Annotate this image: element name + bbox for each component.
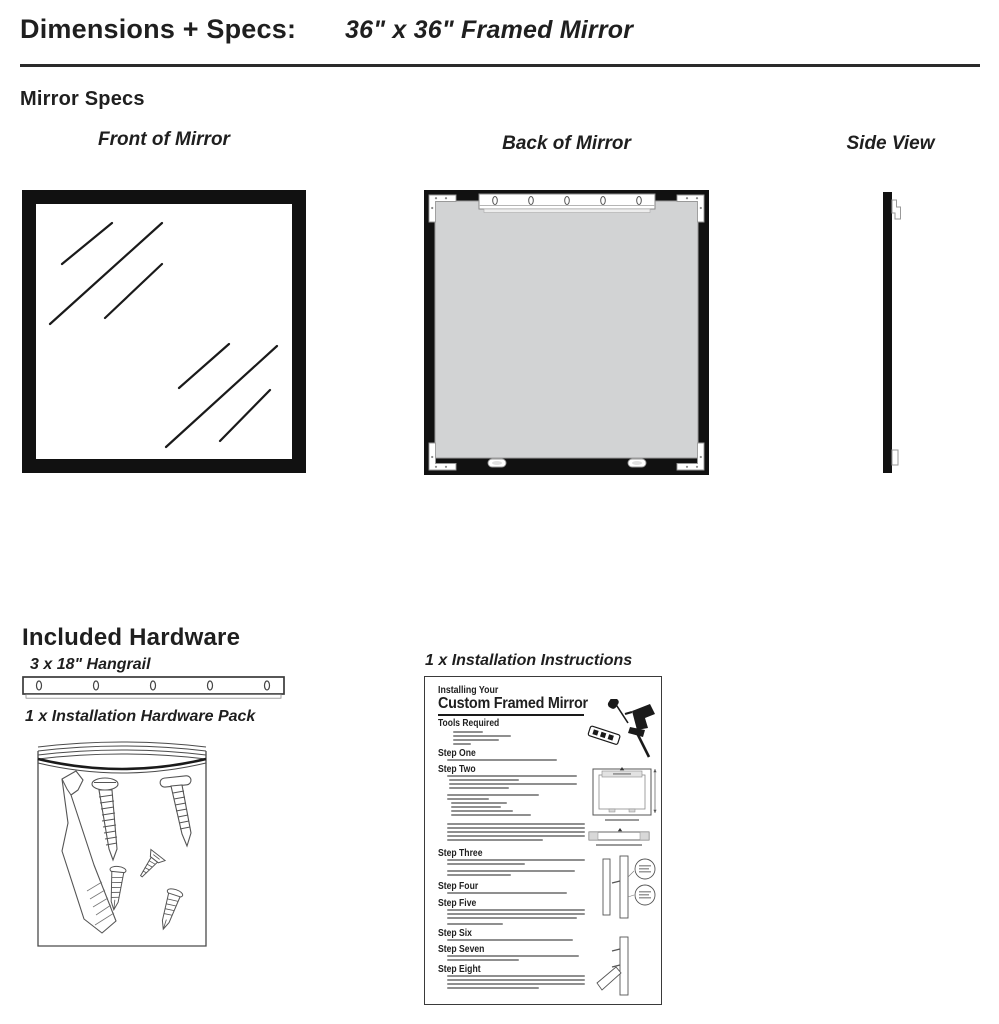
page-title: Dimensions + Specs: [20, 14, 297, 44]
tools-illustration [588, 699, 655, 757]
instructions-item-label: 1 x Installation Instructions [425, 652, 633, 669]
step-text-line [447, 955, 579, 957]
bumper-profile [892, 450, 898, 465]
step-two-heading: Step Two [438, 763, 476, 775]
step-text-line [447, 759, 557, 761]
step-text-line [447, 863, 525, 865]
step-text-line [447, 987, 539, 989]
step-text-line [447, 979, 585, 981]
drill-icon [632, 704, 655, 730]
step-text-line [447, 870, 575, 872]
step-text-line [447, 892, 567, 894]
level-icon [588, 726, 621, 745]
step-text-line [447, 794, 539, 796]
sheet-title-rule [438, 714, 584, 716]
step-text-line [447, 798, 489, 800]
cleat-profile [892, 200, 901, 219]
step-text-line [447, 835, 585, 837]
back-of-mirror-diagram [424, 190, 709, 475]
sheet-title-line1: Installing Your [438, 685, 499, 696]
side-view-diagram [876, 188, 906, 478]
side-view-label: Side View [846, 133, 935, 154]
step-text-line [447, 913, 585, 915]
instruction-sheet [424, 676, 662, 1005]
step-five-heading: Step Five [438, 897, 477, 909]
step-text-line [447, 859, 585, 861]
step-text-line [447, 831, 585, 833]
sheet-title-line2: Custom Framed Mirror [438, 695, 588, 712]
back-of-mirror-label: Back of Mirror [502, 133, 631, 154]
hangrail-diagram [22, 676, 286, 701]
step-eight-heading: Step Eight [438, 963, 481, 975]
tools-line [453, 735, 511, 737]
step-text-line [447, 823, 585, 825]
step-text-line [447, 827, 585, 829]
hardware-pack-diagram [32, 733, 212, 953]
sheet-illustrations [587, 699, 661, 999]
step-text-line [447, 874, 511, 876]
tools-required-heading: Tools Required [438, 718, 500, 729]
step-one-heading: Step One [438, 747, 476, 759]
tools-line [453, 739, 499, 741]
step-text-line [447, 909, 585, 911]
step-six-heading: Step Six [438, 927, 472, 939]
wall-mount-detail-2 [597, 937, 628, 995]
step-text-line [451, 810, 513, 812]
step-text-line [447, 923, 503, 925]
step-text-line [447, 839, 543, 841]
front-of-mirror-diagram [22, 190, 306, 473]
wall-mount-detail-1 [603, 856, 655, 918]
step-text-line [447, 939, 573, 941]
step-text-line [449, 787, 509, 789]
header-divider [20, 64, 980, 67]
step-text-line [449, 779, 519, 781]
step-text-line [447, 975, 585, 977]
step-text-line [451, 814, 531, 816]
step-text-line [447, 959, 519, 961]
hangrail-item-label: 3 x 18" Hangrail [30, 656, 151, 673]
front-of-mirror-label: Front of Mirror [98, 129, 230, 150]
step-text-line [451, 806, 501, 808]
hardware-pack-item-label: 1 x Installation Hardware Pack [25, 708, 256, 725]
page-subtitle: 36" x 36" Framed Mirror [345, 16, 634, 44]
step-seven-heading: Step Seven [438, 943, 485, 955]
step-text-line [447, 983, 585, 985]
step-text-line [451, 802, 507, 804]
step-text-line [447, 917, 577, 919]
step-text-line [447, 775, 577, 777]
step-text-line [449, 783, 577, 785]
included-hardware-heading: Included Hardware [22, 624, 241, 651]
hangrail-position-diagram [589, 828, 649, 846]
frame-orientation-diagram [593, 767, 657, 821]
tools-line [453, 731, 483, 733]
mirror-specs-heading: Mirror Specs [20, 88, 145, 110]
step-three-heading: Step Three [438, 847, 483, 859]
back-hangrail [479, 194, 655, 213]
tools-line [453, 743, 471, 745]
step-four-heading: Step Four [438, 880, 479, 892]
